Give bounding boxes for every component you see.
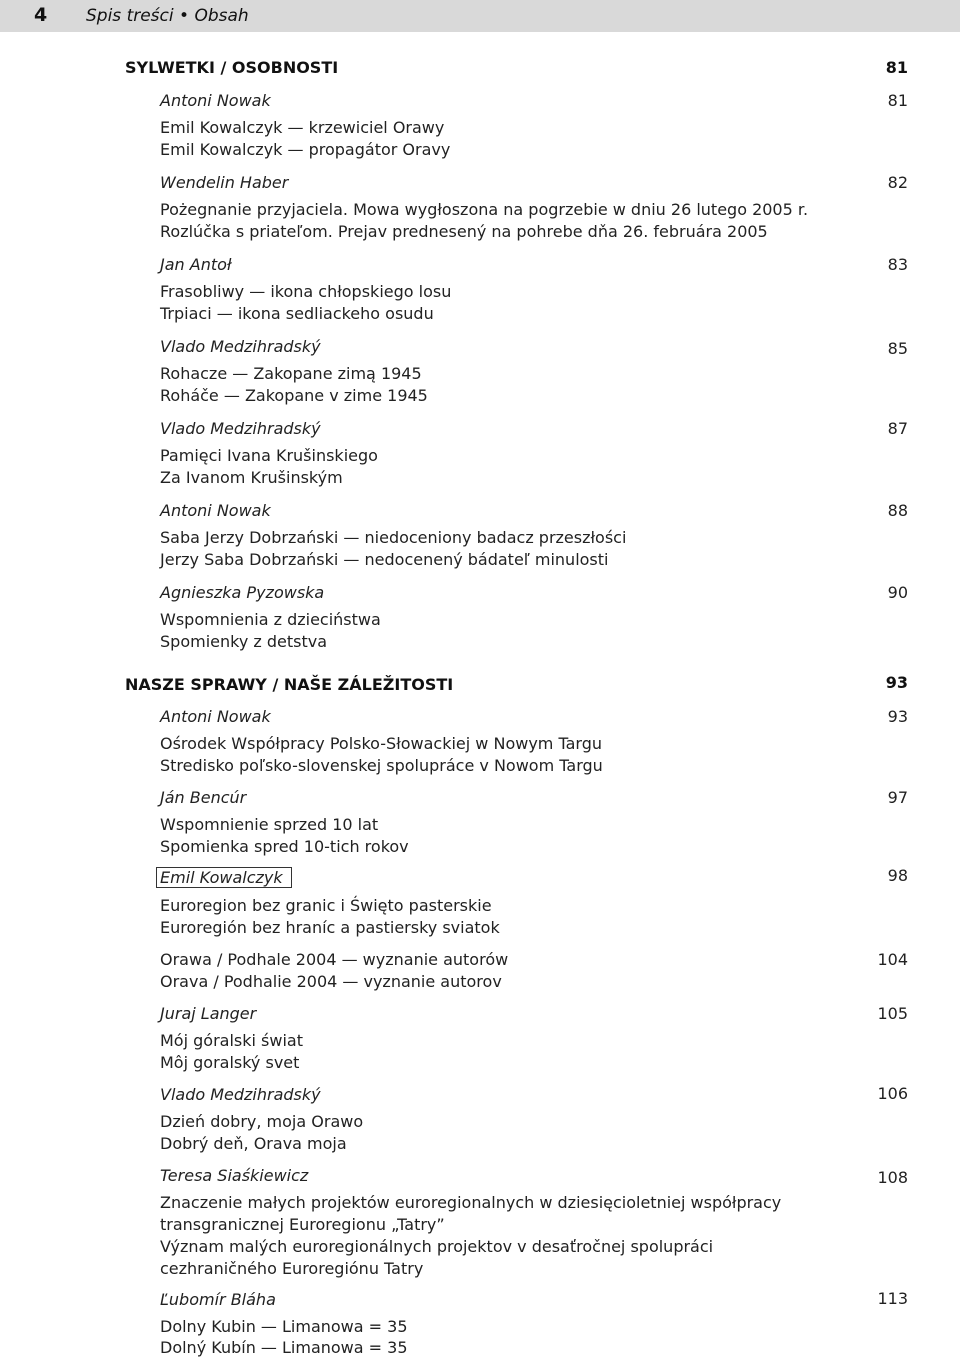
entry-author: Ján Bencúr bbox=[160, 788, 247, 807]
entry-author: Jan Antoł bbox=[160, 255, 232, 274]
entry-title-sk: Euroregión bez hraníc a pastiersky sviatok bbox=[160, 918, 500, 937]
entry-title-pl: Dolny Kubin — Limanowa = 35 bbox=[160, 1317, 408, 1336]
entry-title-sk: Za Ivanom Krušinským bbox=[160, 468, 343, 487]
page-number: 4 bbox=[34, 4, 48, 26]
entry-title-pl: Orawa / Podhale 2004 — wyznanie autorów bbox=[160, 950, 509, 969]
entry-page: 88 bbox=[887, 501, 908, 520]
entry-title-pl: Mój góralski świat bbox=[160, 1031, 303, 1050]
entry-page: 81 bbox=[887, 91, 908, 110]
running-title: Spis treści • Obsah bbox=[86, 6, 249, 26]
entry-page: 83 bbox=[887, 255, 908, 274]
entry-title-sk-cont: cezhraničného Euroregiónu Tatry bbox=[160, 1259, 424, 1278]
entry-author: Vlado Medzihradský bbox=[160, 419, 321, 438]
entry-author: Vlado Medzihradský bbox=[160, 1085, 321, 1104]
entry-title-pl: Dzień dobry, moja Orawo bbox=[160, 1112, 364, 1131]
entry-page: 106 bbox=[877, 1084, 908, 1103]
entry-title-sk: Môj goralský svet bbox=[160, 1053, 300, 1072]
entry-page: 108 bbox=[877, 1168, 908, 1187]
entry-title-sk: Jerzy Saba Dobrzański — nedocenený bádateľ minulosti bbox=[160, 550, 609, 569]
entry-title-pl: Wspomnienia z dzieciństwa bbox=[160, 610, 381, 629]
entry-title-pl: Ośrodek Współpracy Polsko-Słowackiej w Nowym Targu bbox=[160, 734, 602, 753]
entry-title-pl: Frasobliwy — ikona chłopskiego losu bbox=[160, 282, 452, 301]
entry-title-sk: Rozlúčka s priateľom. Prejav prednesený na pohrebe dňa 26. februára 2005 bbox=[160, 222, 768, 241]
entry-page: 87 bbox=[887, 419, 908, 438]
entry-page: 93 bbox=[887, 707, 908, 726]
entry-title-pl: Euroregion bez granic i Święto pasterskie bbox=[160, 896, 492, 915]
entry-title-sk: Spomienky z detstva bbox=[160, 632, 328, 651]
entry-author: Juraj Langer bbox=[160, 1004, 257, 1023]
entry-author: Ľubomír Bláha bbox=[160, 1290, 276, 1309]
entry-author: Vlado Medzihradský bbox=[160, 337, 321, 356]
highlighted-author: Emil Kowalczyk bbox=[156, 867, 292, 888]
entry-page: 85 bbox=[887, 339, 908, 358]
entry-page: 97 bbox=[887, 788, 908, 807]
section-title: SYLWETKI / OSOBNOSTI bbox=[125, 58, 339, 77]
entry-title-sk: Roháče — Zakopane v zime 1945 bbox=[160, 386, 428, 405]
entry-author: Teresa Siaśkiewicz bbox=[160, 1166, 309, 1185]
entry-title-pl: Wspomnienie sprzed 10 lat bbox=[160, 815, 379, 834]
entry-title-sk: Význam malých euroregionálnych projektov v desaťročnej spolupráci bbox=[160, 1237, 714, 1256]
entry-page: 105 bbox=[877, 1004, 908, 1023]
entry-author: Agnieszka Pyzowska bbox=[160, 583, 325, 602]
entry-title-sk: Orava / Podhalie 2004 — vyznanie autorov bbox=[160, 972, 502, 991]
entry-author: Antoni Nowak bbox=[160, 501, 271, 520]
entry-title-sk: Stredisko poľsko-slovenskej spolupráce v Nowom Targu bbox=[160, 756, 603, 775]
entry-page: 113 bbox=[877, 1289, 908, 1308]
entry-page: 104 bbox=[877, 950, 908, 969]
page-header bbox=[0, 0, 960, 32]
entry-title-pl-cont: transgranicznej Euroregionu „Tatry” bbox=[160, 1215, 445, 1234]
entry-page: 98 bbox=[887, 866, 908, 885]
entry-title-pl: Saba Jerzy Dobrzański — niedoceniony badacz przeszłości bbox=[160, 528, 627, 547]
entry-page: 82 bbox=[887, 173, 908, 192]
entry-title-sk: Trpiaci — ikona sedliackeho osudu bbox=[160, 304, 434, 323]
section-title: NASZE SPRAWY / NAŠE ZÁLEŽITOSTI bbox=[125, 675, 454, 694]
section-page: 81 bbox=[885, 58, 908, 77]
entry-title-sk: Dolný Kubín — Limanowa = 35 bbox=[160, 1338, 408, 1357]
entry-title-pl: Znaczenie małych projektów euroregionalnych w dziesięcioletniej współpracy bbox=[160, 1193, 782, 1212]
entry-title-sk: Spomienka spred 10-tich rokov bbox=[160, 837, 409, 856]
entry-title-pl: Pamięci Ivana Krušinskiego bbox=[160, 446, 378, 465]
entry-author: Antoni Nowak bbox=[160, 91, 271, 110]
entry-page: 90 bbox=[887, 583, 908, 602]
entry-author: Wendelin Haber bbox=[160, 173, 289, 192]
section-page: 93 bbox=[885, 673, 908, 692]
entry-author bbox=[160, 868, 292, 888]
entry-title-pl: Emil Kowalczyk — krzewiciel Orawy bbox=[160, 118, 445, 137]
entry-title-sk: Dobrý deň, Orava moja bbox=[160, 1134, 347, 1153]
entry-title-pl: Rohacze — Zakopane zimą 1945 bbox=[160, 364, 422, 383]
entry-title-pl: Pożegnanie przyjaciela. Mowa wygłoszona na pogrzebie w dniu 26 lutego 2005 r. bbox=[160, 200, 809, 219]
entry-title-sk: Emil Kowalczyk — propagátor Oravy bbox=[160, 140, 451, 159]
entry-author: Antoni Nowak bbox=[160, 707, 271, 726]
